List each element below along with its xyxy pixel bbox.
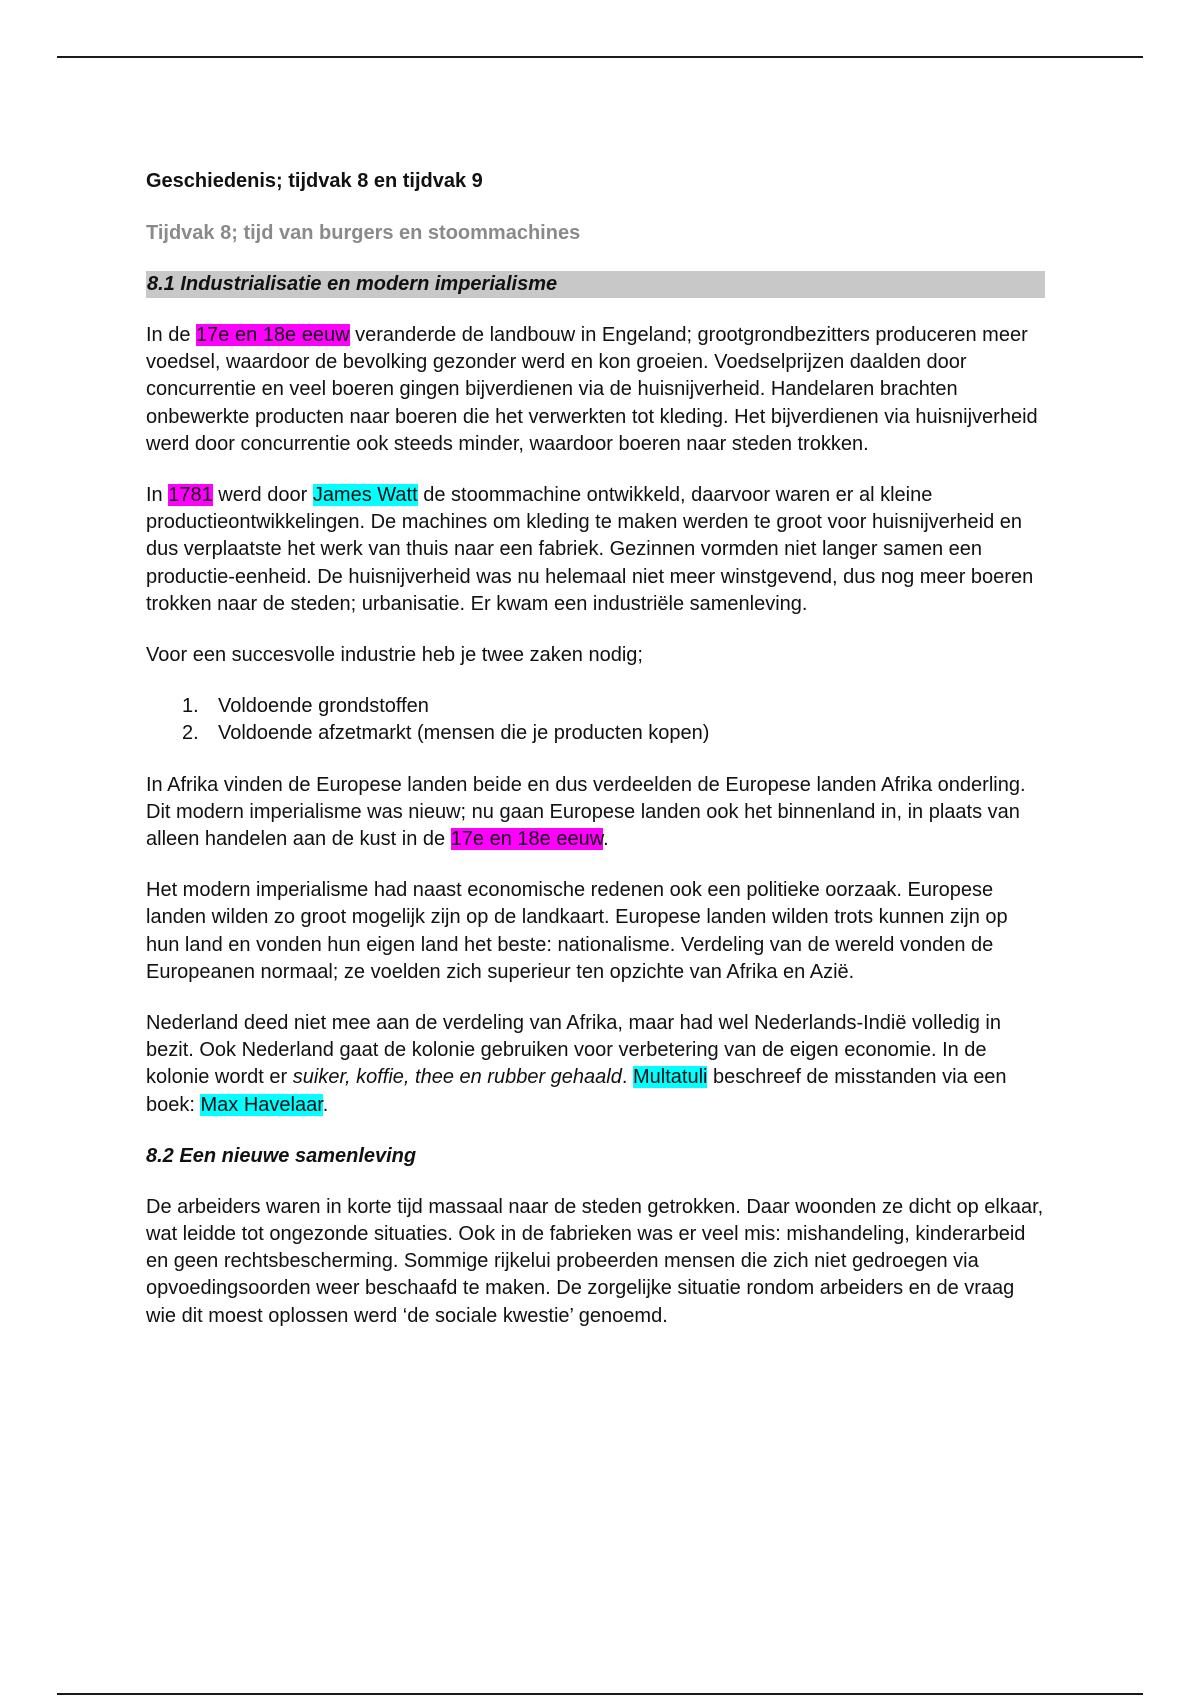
highlight-period: 17e en 18e eeuw	[450, 828, 604, 851]
text-run: de stoommachine ontwikkeld, daarvoor waren er al kleine productieontwikkelingen. De machines om kleding te maken werden te groot voor huisnijverheid en dus verplaatste het werk van thuis naar een fabriek. Gezinnen vormden niet langer samen een productie-eenheid. De huisnijverheid was nu helemaal niet meer winstgevend, dus nog meer boeren trokken naar de steden; urbanisatie. Er kwam een industriële samenleving.	[146, 484, 1034, 615]
highlight-book: Max Havelaar	[200, 1093, 323, 1116]
document-subtitle: Tijdvak 8; tijd van burgers en stoommachines	[146, 222, 581, 244]
highlight-year: 1781	[168, 484, 213, 507]
document-body	[146, 168, 1046, 1354]
text-run: veranderde de landbouw in Engeland; grootgrondbezitters produceren meer voedsel, waardoor de bevolking gezonder werd en kon groeien. Voedselprijzen daalden door concurrentie en veel boeren gingen bijverdienen via de huisnijverheid. Handelaren brachten onbewerkte producten naar boeren die het verwerkten tot kleding. Het bijverdienen via huisnijverheid werd door concurrentie ook steeds minder, waardoor boeren naar steden trokken.	[146, 324, 1038, 455]
list-item	[146, 720, 1046, 747]
section-heading-8-2: 8.2 Een nieuwe samenleving	[146, 1144, 417, 1167]
list-item	[146, 693, 1046, 720]
paragraph-nederland	[146, 1010, 1046, 1119]
text-run: Nederland deed niet mee aan de verdeling van Afrika, maar had wel Nederlands-Indië volledig in bezit. Ook Nederland gaat de kolonie gebruiken voor verbetering van de eigen economie. In de kolonie wordt er	[146, 1012, 1001, 1089]
text-run: beschreef de misstanden via een boek:	[146, 1066, 1007, 1116]
highlight-person: James Watt	[312, 484, 418, 507]
list-item-text: Voldoende grondstoffen	[218, 695, 429, 718]
list-item-text: Voldoende afzetmarkt (mensen die je producten kopen)	[218, 722, 710, 745]
text-run: .	[621, 1066, 633, 1089]
requirements-list	[146, 693, 1046, 747]
text-run: In de	[146, 324, 197, 346]
highlight-author: Multatuli	[633, 1066, 708, 1089]
paragraph-sociale-kwestie: De arbeiders waren in korte tijd massaal naar de steden getrokken. Daar woonden ze dicht op elkaar, wat leidde tot ongezonde situaties. Ook in de fabrieken was er veel mis: mishandeling, kinderarbeid en geen rechtsbescherming. Sommige rijkelui probeerden mensen die zich niet gedroegen via opvoedingsoorden weer beschaafd te maken. De zorgelijke situatie rondom arbeiders en de vraag wie dit moest oplossen werd ‘de sociale kwestie’ genoemd.	[146, 1195, 1044, 1327]
text-run: .	[322, 1093, 329, 1116]
page-bottom-rule	[57, 1693, 1143, 1695]
paragraph-landbouw	[146, 322, 1046, 458]
page-top-rule	[57, 56, 1143, 58]
text-run: In	[146, 484, 169, 507]
text-run: werd door	[212, 484, 313, 507]
paragraph-industrie-intro: Voor een succesvolle industrie heb je twee zaken nodig;	[146, 644, 643, 667]
paragraph-politieke-oorzaak: Het modern imperialisme had naast economische redenen ook een politieke oorzaak. Europese landen wilden zo groot mogelijk zijn op de landkaart. Europese landen wilden trots kunnen zijn op hun land en vonden hun eigen land het beste: nationalisme. Verdeling van de wereld vonden de Europeanen normaal; ze voelden zich superieur ten opzichte van Afrika en Azië.	[146, 879, 1008, 983]
text-run: .	[603, 828, 609, 851]
highlight-period: 17e en 18e eeuw	[196, 324, 350, 346]
list-item-number: 2.	[182, 722, 199, 745]
text-run: In Afrika vinden de Europese landen beide en dus verdeelden de Europese landen Afrika onderling. Dit modern imperialisme was nieuw; nu gaan Europese landen ook het binnenland in, in plaats van alleen handelen aan de kust in de	[146, 773, 1026, 851]
paragraph-stoommachine	[146, 482, 1046, 618]
italic-text: suiker, koffie, thee en rubber gehaald	[292, 1066, 622, 1089]
document-title: Geschiedenis; tijdvak 8 en tijdvak 9	[146, 170, 483, 192]
paragraph-afrika	[146, 772, 1046, 854]
section-heading-8-1: 8.1 Industrialisatie en modern imperialisme	[146, 271, 1045, 298]
list-item-number: 1.	[182, 695, 199, 718]
